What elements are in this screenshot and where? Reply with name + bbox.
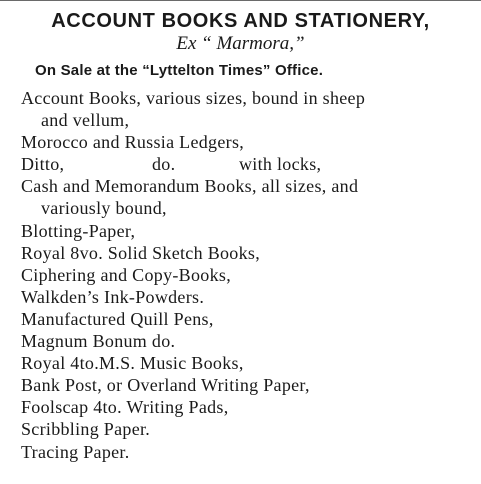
ditto-with-locks: with locks, bbox=[239, 154, 322, 175]
ship-line: Ex “ Marmora,” bbox=[176, 33, 305, 54]
item-cash-books-continued: variously bound, bbox=[41, 198, 167, 219]
item-bank-post-paper: Bank Post, or Overland Writing Paper, bbox=[21, 375, 310, 396]
item-scribbling-paper: Scribbling Paper. bbox=[21, 419, 151, 440]
item-ink-powders: Walkden’s Ink-Powders. bbox=[21, 286, 205, 307]
advert-heading: ACCOUNT BOOKS AND STATIONERY, bbox=[51, 10, 430, 32]
item-magnum-bonum: Magnum Bonum do. bbox=[21, 331, 176, 352]
item-account-books: Account Books, various sizes, bound in sheep bbox=[21, 88, 366, 108]
item-list bbox=[21, 87, 479, 463]
item-ciphering-books: Ciphering and Copy-Books, bbox=[21, 264, 231, 285]
item-blotting-paper: Blotting-Paper, bbox=[21, 220, 136, 241]
item-ditto-ledgers-with-locks bbox=[21, 153, 479, 175]
item-music-books: Royal 4to.M.S. Music Books, bbox=[21, 353, 244, 374]
item-sketch-books: Royal 8vo. Solid Sketch Books, bbox=[21, 242, 261, 263]
ditto-word: Ditto, bbox=[21, 154, 65, 175]
item-cash-books: Cash and Memorandum Books, all sizes, and bbox=[21, 176, 359, 197]
item-ledgers: Morocco and Russia Ledgers, bbox=[21, 132, 245, 153]
item-foolscap-pads: Foolscap 4to. Writing Pads, bbox=[21, 397, 229, 418]
top-rule bbox=[0, 0, 481, 1]
office-line: On Sale at the “Lyttelton Times” Office. bbox=[35, 62, 324, 79]
item-tracing-paper: Tracing Paper. bbox=[21, 441, 130, 462]
item-account-books-continued: and vellum, bbox=[41, 110, 130, 131]
ditto-do: do. bbox=[152, 154, 176, 175]
item-quill-pens: Manufactured Quill Pens, bbox=[21, 308, 214, 329]
